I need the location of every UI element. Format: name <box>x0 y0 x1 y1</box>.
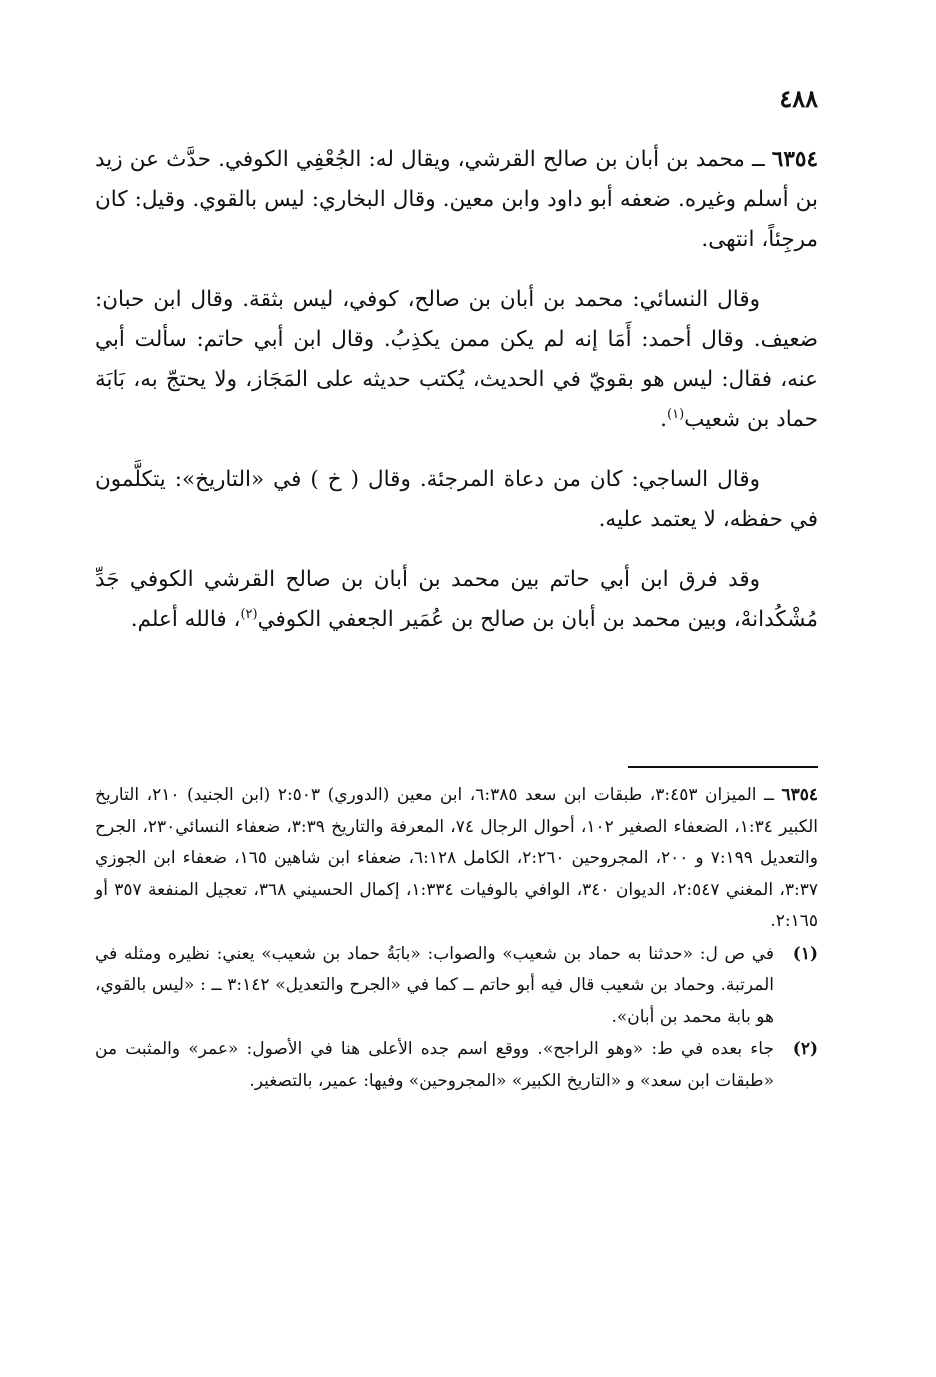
footnote-text: في ص ل: «حدثنا به حماد بن شعيب» والصواب: «بابَةُ حماد بن شعيب» يعني: نظيره ومثله في المرتبة. وحماد بن شعيب قال فيه أبو حاتم ــ كما في «الجرح والتعديل» ٣:١٤٢ ــ : «ليس بالقوي، هو بابة محمد بن أبان». <box>95 943 774 1027</box>
paragraph-text: وقال الساجي: كان من دعاة المرجئة. وقال ( خ ) في «التاريخ»: يتكلَّمون في حفظه، لا يعتمد عليه. <box>95 467 818 532</box>
saji-paragraph <box>95 460 818 540</box>
entry-paragraph <box>95 140 818 260</box>
book-page <box>95 0 818 1377</box>
paragraph-end: . <box>660 407 667 432</box>
sources-footnote <box>95 780 818 938</box>
footnote-text: جاء بعده في ط: «وهو الراجح». ووقع اسم جده الأعلى هنا في الأصول: «عمر» والمثبت من «طبقات ابن سعد» و «التاريخ الكبير» «المجروحين» وفيها: عمير، بالتصغير. <box>95 1039 774 1091</box>
distinction-paragraph <box>95 560 818 640</box>
paragraph-text: وقال النسائي: محمد بن أبان بن صالح، كوفي، ليس بثقة. وقال ابن حبان: ضعيف. وقال أحمد: أَمَا إنه لم يكن ممن يكذِبُ. وقال ابن أبي حاتم: سألت أبي عنه، فقال: ليس هو بقويّ في الحديث، يُكتب حديثه على المَجَاز، ولا يحتجّ به، بَابَة حماد بن شعيب <box>95 287 818 432</box>
entry-text: ــ محمد بن أبان بن صالح القرشي، ويقال له: الجُعْفِي الكوفي. حدَّث عن زيد بن أسلم وغيره. ضعفه أبو داود وابن معين. وقال البخاري: ليس بالقوي. وقيل: كان مرجِئاً، انتهى. <box>95 147 818 252</box>
footnotes <box>95 780 818 1098</box>
footnote-entry-number: ٦٣٥٤ <box>781 785 818 805</box>
paragraph-text: وقد فرق ابن أبي حاتم بين محمد بن أبان بن صالح القرشي الكوفي جَدِّ مُشْكُدانهْ، وبين محمد بن أبان بن صالح بن عُمَير الجعفي الكوفي <box>95 567 818 632</box>
nasai-paragraph <box>95 280 818 440</box>
main-text <box>95 140 818 660</box>
footnote-ref-1[interactable]: (١) <box>667 406 685 422</box>
footnote-marker: (٢) <box>792 1039 818 1059</box>
footnote-separator <box>628 766 818 768</box>
footnote-ref-2[interactable]: (٢) <box>240 606 258 622</box>
footnote-2 <box>95 1034 818 1097</box>
footnote-text: ــ الميزان ٣:٤٥٣، طبقات ابن سعد ٦:٣٨٥، ابن معين (الدوري) ٢:٥٠٣ (ابن الجنيد) ٢١٠، التاريخ الكبير ١:٣٤، الضعفاء الصغير ١٠٢، أحوال الرجال ٧٤، المعرفة والتاريخ ٣:٣٩، ضعفاء النسائي٢٣٠، الجرح والتعديل ٧:١٩٩ و ٢٠٠، المجروحين ٢:٢٦٠، الكامل ٦:١٢٨، ضعفاء ابن شاهين ١٦٥، ضعفاء ابن الجوزي ٣:٣٧، المغني ٢:٥٤٧، الديوان ٣٤٠، الوافي بالوفيات ١:٣٣٤، إكمال الحسيني ٣٦٨، تعجيل المنفعة ٣٥٧ أو ٢:١٦٥. <box>95 785 819 931</box>
entry-number: ٦٣٥٤ <box>771 147 818 172</box>
footnote-1 <box>95 939 818 1034</box>
page-number: ٤٨٨ <box>779 84 818 113</box>
footnote-marker: (١) <box>792 943 818 964</box>
paragraph-end: ، فالله أعلم. <box>130 607 241 632</box>
